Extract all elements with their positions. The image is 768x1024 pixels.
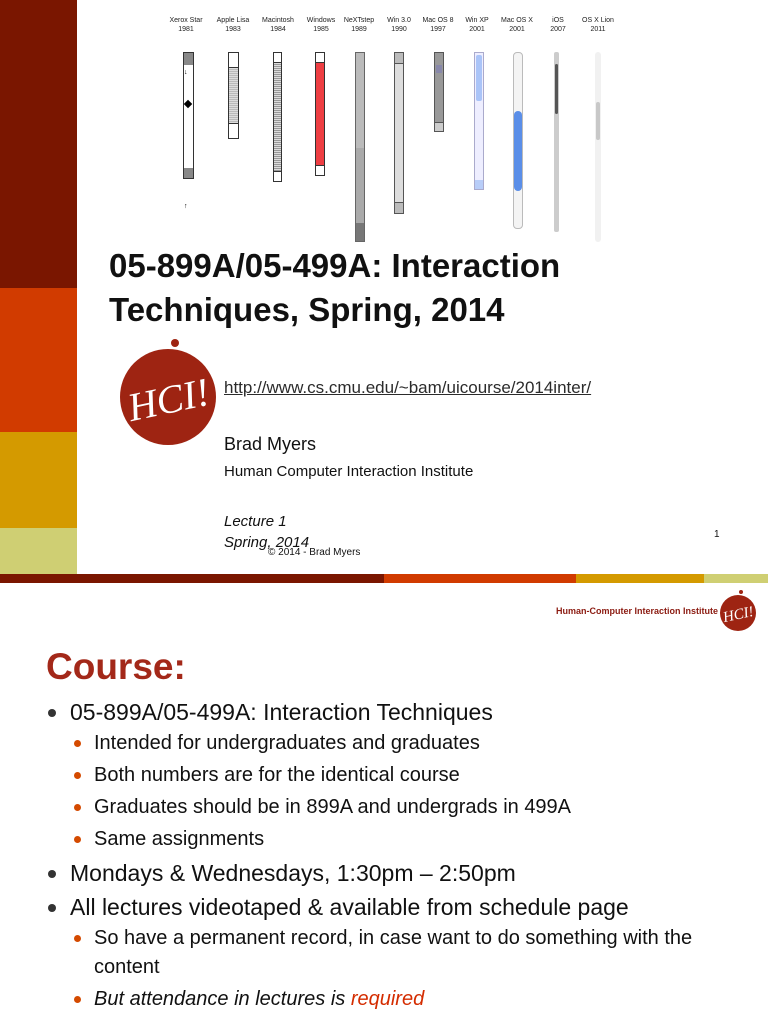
scrollbar-win30	[394, 52, 404, 214]
attendance-text: But attendance in lectures is	[94, 988, 351, 1010]
slide-title	[109, 244, 560, 332]
hcii-logo-icon	[118, 337, 218, 453]
svg-text:HCI!: HCI!	[721, 603, 756, 626]
scrollbar-ios	[554, 52, 559, 232]
scrollbar-windows	[315, 52, 325, 176]
page-number: 1	[714, 529, 720, 540]
scrollbar-xerox-star: ↓ ↑	[183, 52, 194, 179]
sub-bullet-item	[70, 985, 746, 1014]
scrollbar-label: Win XP 2001	[465, 17, 489, 33]
author-name: Brad Myers	[224, 434, 317, 454]
scrollbar-osx-lion	[595, 52, 601, 242]
accent-bar-gold	[0, 432, 77, 528]
scrollbar-winxp	[474, 52, 484, 190]
scrollbar-label: Windows 1985	[306, 17, 336, 33]
required-emphasis: required	[350, 988, 425, 1010]
sub-bullet-item: Graduates should be in 899A and undergrads in 499A	[70, 793, 746, 822]
sub-bullet-list	[70, 729, 746, 854]
scrollbar-label: Mac OS X 2001	[501, 17, 533, 33]
scrollbar-macosx	[513, 52, 523, 229]
scrollbar-nextstep	[355, 52, 365, 242]
scrollbar-macos8	[434, 52, 444, 132]
sub-bullet-item: Both numbers are for the identical course	[70, 761, 746, 790]
sub-bullet-item: So have a permanent record, in case want to do something with the content	[70, 924, 746, 982]
scrollbar-label: OS X Lion 2011	[582, 17, 614, 33]
institute-name: Human Computer Interaction Institute	[224, 463, 474, 480]
bullet-item	[46, 892, 746, 1014]
accent-bar-dark-red	[0, 0, 77, 288]
sub-bullet-item: Same assignments	[70, 825, 746, 854]
accent-bar-orange	[0, 288, 77, 432]
scrollbar-label: Win 3.0 1990	[387, 17, 411, 33]
accent-bar-olive	[0, 528, 77, 574]
slide-divider	[0, 574, 768, 583]
scrollbar-label: Xerox Star 1981	[169, 17, 203, 33]
svg-text:HCI!: HCI!	[123, 368, 214, 431]
slide-title-line-2: Techniques, Spring, 2014	[109, 291, 505, 328]
bullet-item	[46, 697, 746, 854]
lecture-number: Lecture 1	[224, 513, 287, 530]
scrollbar-apple-lisa	[228, 52, 239, 139]
header-institute: Human-Computer Interaction Institute	[556, 606, 719, 616]
scrollbar-label: NeXTstep 1989	[343, 17, 375, 33]
lecture-term: Spring, 2014	[224, 534, 310, 551]
bullet-text: Mondays & Wednesdays, 1:30pm – 2:50pm	[70, 860, 516, 886]
slide-2-title: Course:	[46, 646, 186, 687]
bullet-item	[46, 858, 746, 888]
scrollbar-label: Mac OS 8 1997	[422, 17, 454, 33]
bullet-text: All lectures videotaped & available from schedule page	[70, 894, 629, 920]
copyright-text: © 2014 - Brad Myers	[268, 547, 361, 558]
scrollbar-label: Macintosh 1984	[262, 17, 294, 33]
scrollbar-macintosh	[273, 52, 282, 182]
scrollbar-label: iOS 2007	[550, 17, 566, 33]
course-bullet-list	[46, 697, 746, 1018]
scrollbar-label: Apple Lisa 1983	[216, 17, 250, 33]
bullet-text: 05-899A/05-499A: Interaction Techniques	[70, 699, 493, 725]
hcii-small-logo-icon	[718, 589, 758, 633]
sub-bullet-item: Intended for undergraduates and graduates	[70, 729, 746, 758]
sub-bullet-list	[70, 924, 746, 1014]
course-url-link[interactable]: http://www.cs.cmu.edu/~bam/uicourse/2014inter/	[224, 378, 592, 397]
slide-title-line-1: 05-899A/05-499A: Interaction	[109, 247, 561, 284]
